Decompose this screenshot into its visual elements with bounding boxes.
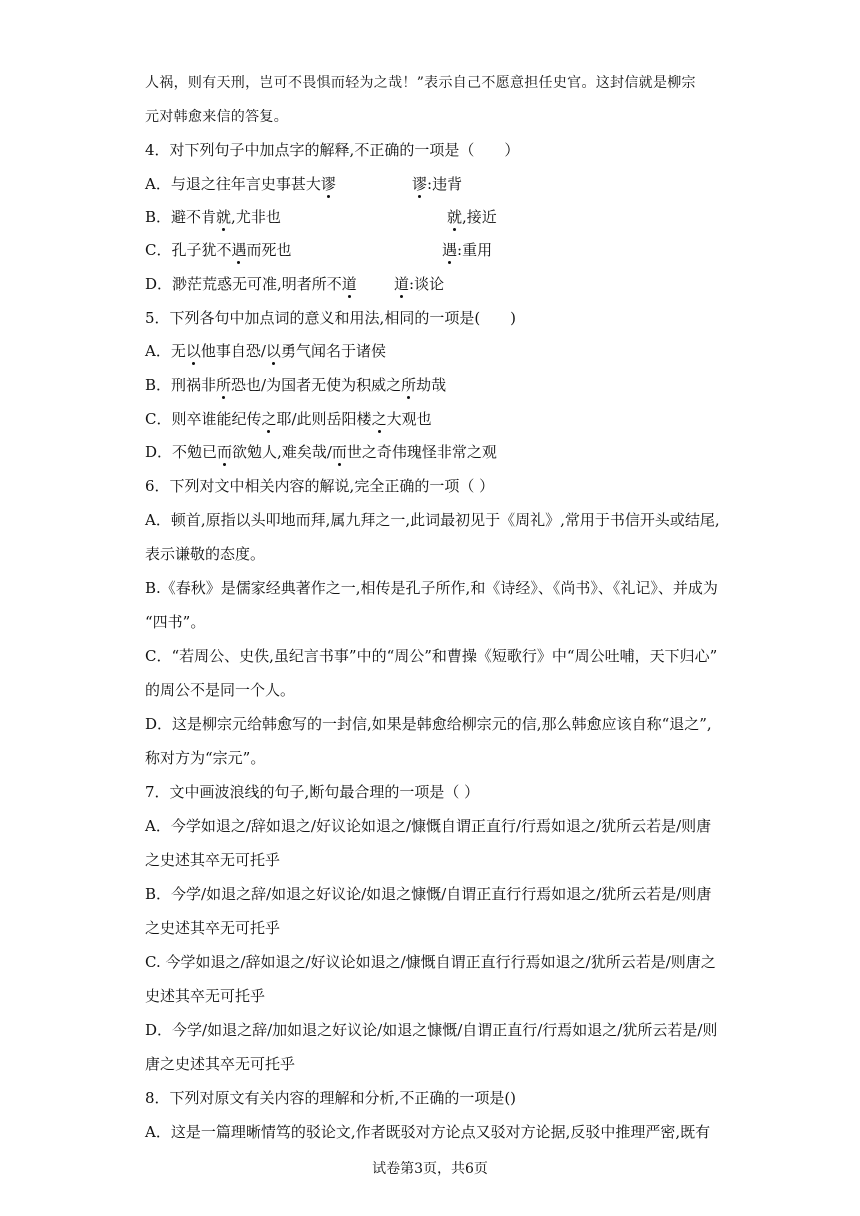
q5-stem: 5．下列各句中加点词的意义和用法,相同的一项是( ) xyxy=(145,309,517,327)
intro-line-2: 元对韩愈来信的答复。 xyxy=(145,109,288,125)
emphasis-dot-char: 谬 xyxy=(320,175,336,193)
q7-option-c-cont: 史述其卒无可托乎 xyxy=(145,987,266,1005)
q7-option-d-cont: 唐之史述其卒无可托乎 xyxy=(145,1055,296,1073)
q4-option-c-answer: 遇:重用 xyxy=(442,241,493,259)
q5-option-c: C．则卒谁能纪传之耶/此则岳阳楼之大观也 xyxy=(145,410,432,428)
intro-line-1: 人祸，则有天刑，岂可不畏惧而轻为之哉！”表示自己不愿意担任史官。这封信就是柳宗 xyxy=(145,75,696,91)
q8-option-a: A．这是一篇理晰情笃的驳论文,作者既驳对方论点又驳对方论据,反驳中推理严密,既有 xyxy=(145,1123,711,1141)
q4-option-d-answer: 道:谈论 xyxy=(394,275,445,293)
q4-stem: 4．对下列句子中加点字的解释,不正确的一项是（ ） xyxy=(145,141,520,159)
q4-option-b-answer: 就,接近 xyxy=(447,208,497,226)
q8-stem: 8．下列对原文有关内容的理解和分析,不正确的一项是() xyxy=(145,1089,517,1107)
q6-option-a: A．顿首,原指以头叩地而拜,属九拜之一,此词最初见于《周礼》,常用于书信开头或结尾, xyxy=(145,511,720,529)
q6-option-d-cont: 称对方为“宗元”。 xyxy=(145,749,266,767)
q7-stem: 7．文中画波浪线的句子,断句最合理的一项是（ ） xyxy=(145,783,480,801)
q4-option-a: A．与退之往年言史事甚大谬 xyxy=(145,175,336,193)
q6-option-c-cont: 的周公不是同一个人。 xyxy=(145,681,296,699)
page-footer: 试卷第3页，共6页 xyxy=(372,1161,488,1177)
emphasis-dot-char: 遇 xyxy=(231,241,247,259)
q5-option-a: A．无以他事自恐/以勇气闻名于诸侯 xyxy=(145,342,386,360)
q6-option-d: D．这是柳宗元给韩愈写的一封信,如果是韩愈给柳宗元的信,那么韩愈应该自称“退之”, xyxy=(145,715,712,733)
emphasis-dot-char: 道 xyxy=(341,275,357,293)
q7-option-a-cont: 之史述其卒无可托乎 xyxy=(145,851,281,869)
q6-option-a-cont: 表示谦敬的态度。 xyxy=(145,545,266,563)
q4-option-b: B．避不肯就,尤非也 xyxy=(145,208,281,226)
q5-option-b: B．刑祸非所恐也/为国者无使为积威之所劫哉 xyxy=(145,376,447,394)
q6-option-b: B.《春秋》是儒家经典著作之一,相传是孔子所作,和《诗经》、《尚书》、《礼记》、并成为 xyxy=(145,579,718,597)
q6-option-b-cont: “四书”。 xyxy=(145,613,206,631)
q7-option-b-cont: 之史述其卒无可托乎 xyxy=(145,919,281,937)
q4-option-c: C．孔子犹不遇而死也 xyxy=(145,241,292,259)
q7-option-b: B．今学/如退之辞/如退之好议论/如退之慷慨/自谓正直行行焉如退之/犹所云若是/则唐 xyxy=(145,885,712,903)
q6-option-c: C．“若周公、史佚,虽纪言书事”中的“周公”和曹操《短歌行》中“周公吐哺，天下归心” xyxy=(145,647,718,665)
q7-option-d: D．今学/如退之辞/加如退之好议论/如退之慷慨/自谓正直行/行焉如退之/犹所云若是/则 xyxy=(145,1021,718,1039)
emphasis-dot-char: 就 xyxy=(216,208,232,226)
q6-stem: 6．下列对文中相关内容的解说,完全正确的一项（ ） xyxy=(145,477,495,495)
q5-option-d: D．不勉已而欲勉人,难矣哉/而世之奇伟瑰怪非常之观 xyxy=(145,443,497,461)
q7-option-a: A．今学如退之/辞如退之/好议论如退之/慷慨自谓正直行/行焉如退之/犹所云若是/则唐 xyxy=(145,817,712,835)
q7-option-c: C. 今学如退之/辞如退之/好议论如退之/慷慨自谓正直行行焉如退之/犹所云若是/则唐之 xyxy=(145,953,716,971)
q4-option-d: D．渺茫荒惑无可准,明者所不道 xyxy=(145,275,357,293)
q4-option-a-answer: 谬:违背 xyxy=(412,175,463,193)
